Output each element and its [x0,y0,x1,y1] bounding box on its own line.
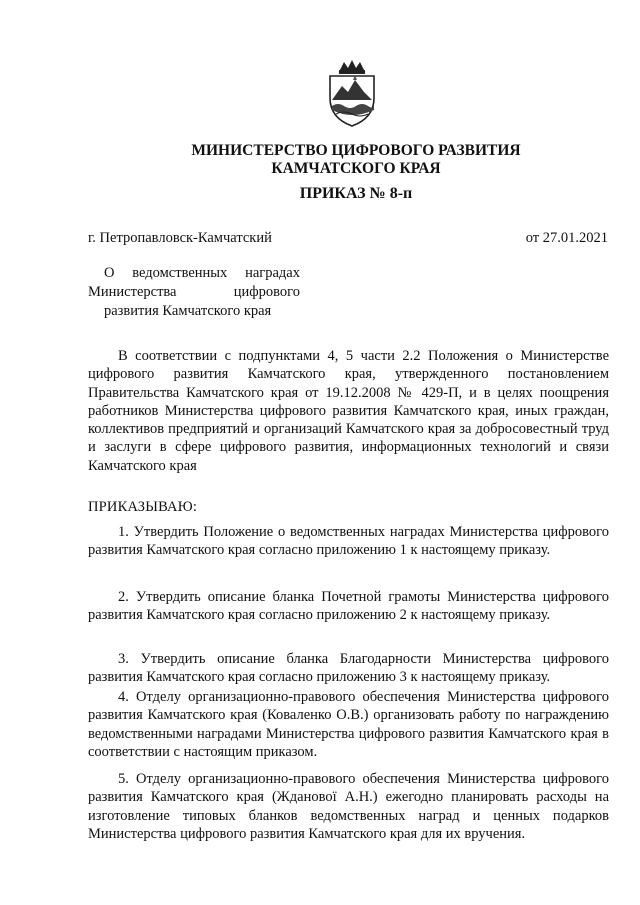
order-item-5: 5. Отделу организационно-правового обеспечения Министерства цифрового развития Камчатского края (Жданової А.Н.) ежегодно планировать расходы на изготовление типовых бланков ведомственных наград и ценных подарков Министерства цифрового развития Камчатского края для их вручения. [88,771,609,842]
order-item-2: 2. Утвердить описание бланка Почетной грамоты Министерства цифрового развития Камчатского края согласно приложению 2 к настоящему приказу. [88,589,609,624]
prikaz-word: ПРИКАЗЫВАЮ: [88,499,198,515]
subject-main: О ведомственных наградах Министерства цифрового [88,265,300,300]
ministry-name-line1: МИНИСТЕРСТВО ЦИФРОВОГО РАЗВИТИЯ [191,142,521,159]
order-item-3: 3. Утвердить описание бланка Благодарности Министерства цифрового развития Камчатского края согласно приложению 3 к настоящему приказу. [88,651,609,686]
order-date: от 27.01.2021 [525,230,608,246]
preamble-paragraph: В соответствии с подпунктами 4, 5 части 2.2 Положения о Министерстве цифрового развития Камчатского края, утвержденного постановлением Правительства Камчатского края от 19.12.2008 № 429-П, и в целях поощрения работников Министерства цифрового развития Камчатского края, иных граждан, коллективов предприятий и организаций Камчатского края за добросовестный труд и заслуги в сфере цифрового развития, информационных технологий и связи Камчатского края [88,348,609,474]
ministry-name-line2: КАМЧАТСКОГО КРАЯ [271,160,441,177]
city: г. Петропавловск-Камчатский [88,230,272,246]
order-item-4: 4. Отделу организационно-правового обеспечения Министерства цифрового развития Камчатского края (Коваленко О.В.) организовать работу по награждению ведомственными наградами Министерства цифрового развития Камчатского края в соответствии с настоящим приказом. [88,689,609,760]
subject-last-line: развития Камчатского края [104,303,272,319]
order-item-1: 1. Утвердить Положение о ведомственных наградах Министерства цифрового развития Камчатского края согласно приложению 1 к настоящему приказу. [88,524,609,559]
kamchatka-coat-of-arms-icon [322,58,382,128]
order-subject [88,264,300,321]
order-title: ПРИКАЗ № 8-п [299,185,413,202]
